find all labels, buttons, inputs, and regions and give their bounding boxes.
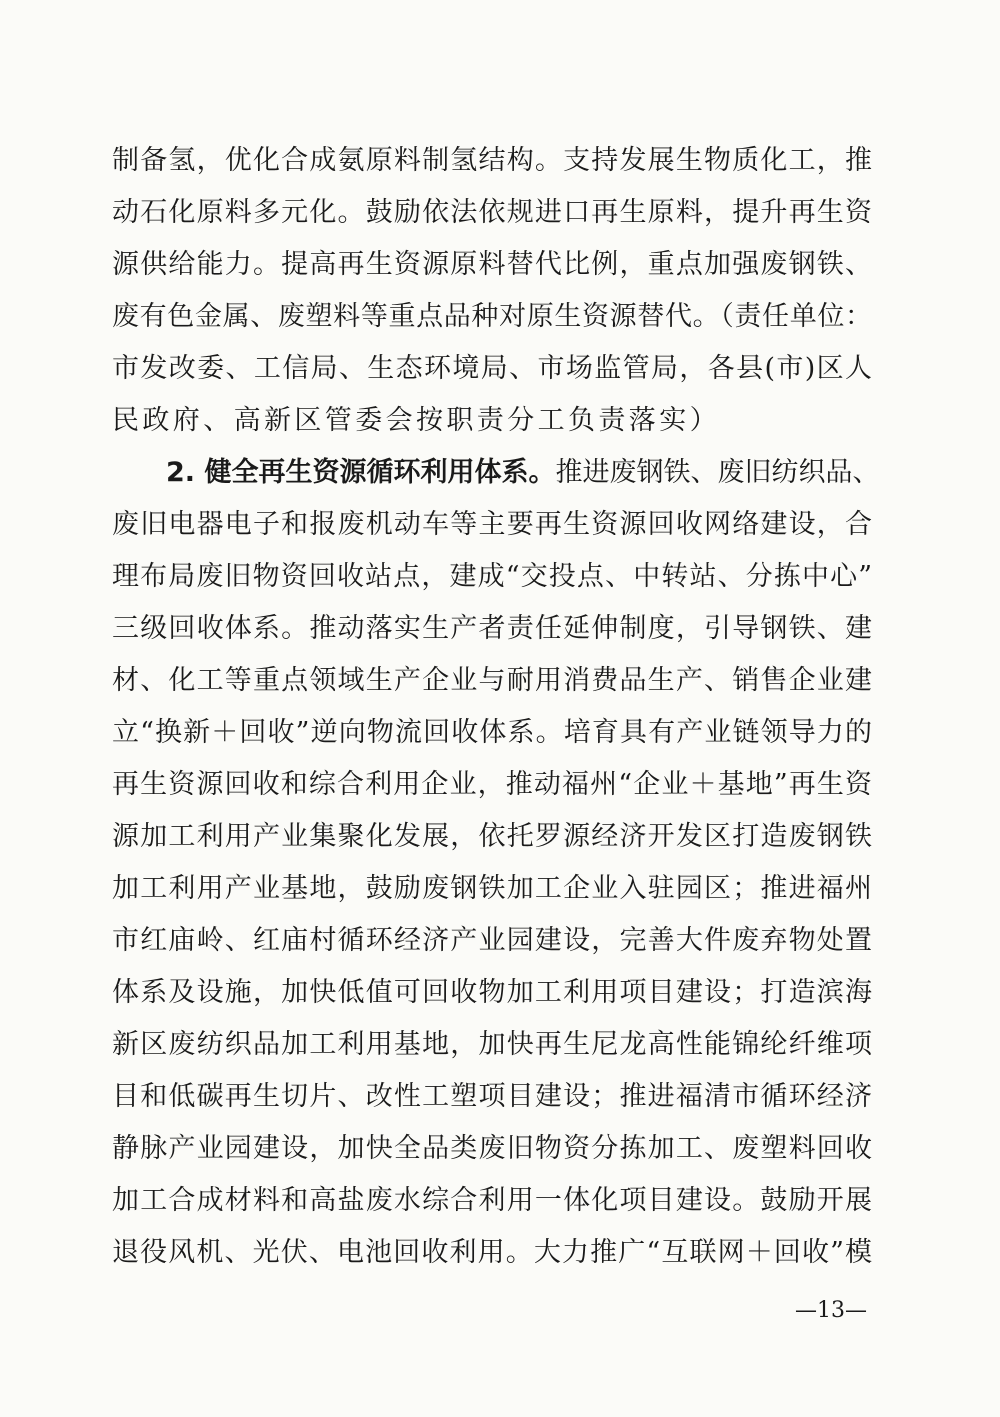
paragraph-2-line-11: 体系及设施，加快低值可回收物加工利用项目建设；打造滨海	[112, 977, 872, 1008]
paragraph-2-line-8: 源加工利用产业集聚化发展，依托罗源经济开发区打造废钢铁	[112, 821, 872, 852]
section-heading: 2. 健全再生资源循环利用体系。	[166, 457, 556, 488]
paragraph-2-line-4: 三级回收体系。推动落实生产者责任延伸制度，引导钢铁、建	[112, 613, 872, 644]
paragraph-2-line-1	[166, 447, 880, 499]
paragraph-1-line-1: 制备氢，优化合成氨原料制氢结构。支持发展生物质化工，推	[112, 145, 872, 176]
paragraph-2-line-12: 新区废纺织品加工利用基地，加快再生尼龙高性能锦纶纤维项	[112, 1029, 872, 1060]
paragraph-2-line-13: 目和低碳再生切片、改性工塑项目建设；推进福清市循环经济	[112, 1081, 872, 1112]
paragraph-1-line-4: 废有色金属、废塑料等重点品种对原生资源替代。（责任单位：	[112, 301, 872, 332]
paragraph-2-line-10: 市红庙岭、红庙村循环经济产业园建设，完善大件废弃物处置	[112, 925, 872, 956]
paragraph-2-line-7: 再生资源回收和综合利用企业，推动福州“企业＋基地”再生资	[112, 769, 872, 800]
paragraph-2-line-1-text: 推进废钢铁、废旧纺织品、	[555, 457, 880, 488]
paragraph-2-line-15: 加工合成材料和高盐废水综合利用一体化项目建设。鼓励开展	[112, 1185, 872, 1216]
paragraph-2-line-6: 立“换新＋回收”逆向物流回收体系。培育具有产业链领导力的	[112, 717, 872, 748]
paragraph-1-line-5: 市发改委、工信局、生态环境局、市场监管局，各县(市)区人	[112, 353, 872, 384]
paragraph-2-line-5: 材、化工等重点领域生产企业与耐用消费品生产、销售企业建	[112, 665, 872, 696]
paragraph-2-line-2: 废旧电器电子和报废机动车等主要再生资源回收网络建设，合	[112, 509, 872, 540]
paragraph-2-line-16: 退役风机、光伏、电池回收利用。大力推广“互联网＋回收”模	[112, 1237, 872, 1268]
paragraph-2-line-9: 加工利用产业基地，鼓励废钢铁加工企业入驻园区；推进福州	[112, 873, 872, 904]
paragraph-1-line-6: 民政府、高新区管委会按职责分工负责落实）	[112, 405, 720, 436]
paragraph-2-line-3: 理布局废旧物资回收站点，建成“交投点、中转站、分拣中心”	[112, 561, 872, 592]
paragraph-2-line-14: 静脉产业园建设，加快全品类废旧物资分拣加工、废塑料回收	[112, 1133, 872, 1164]
paragraph-1-line-3: 源供给能力。提高再生资源原料替代比例，重点加强废钢铁、	[112, 249, 872, 280]
paragraph-1-line-2: 动石化原料多元化。鼓励依法依规进口再生原料，提升再生资	[112, 197, 872, 228]
page-number: —13—	[795, 1298, 867, 1323]
